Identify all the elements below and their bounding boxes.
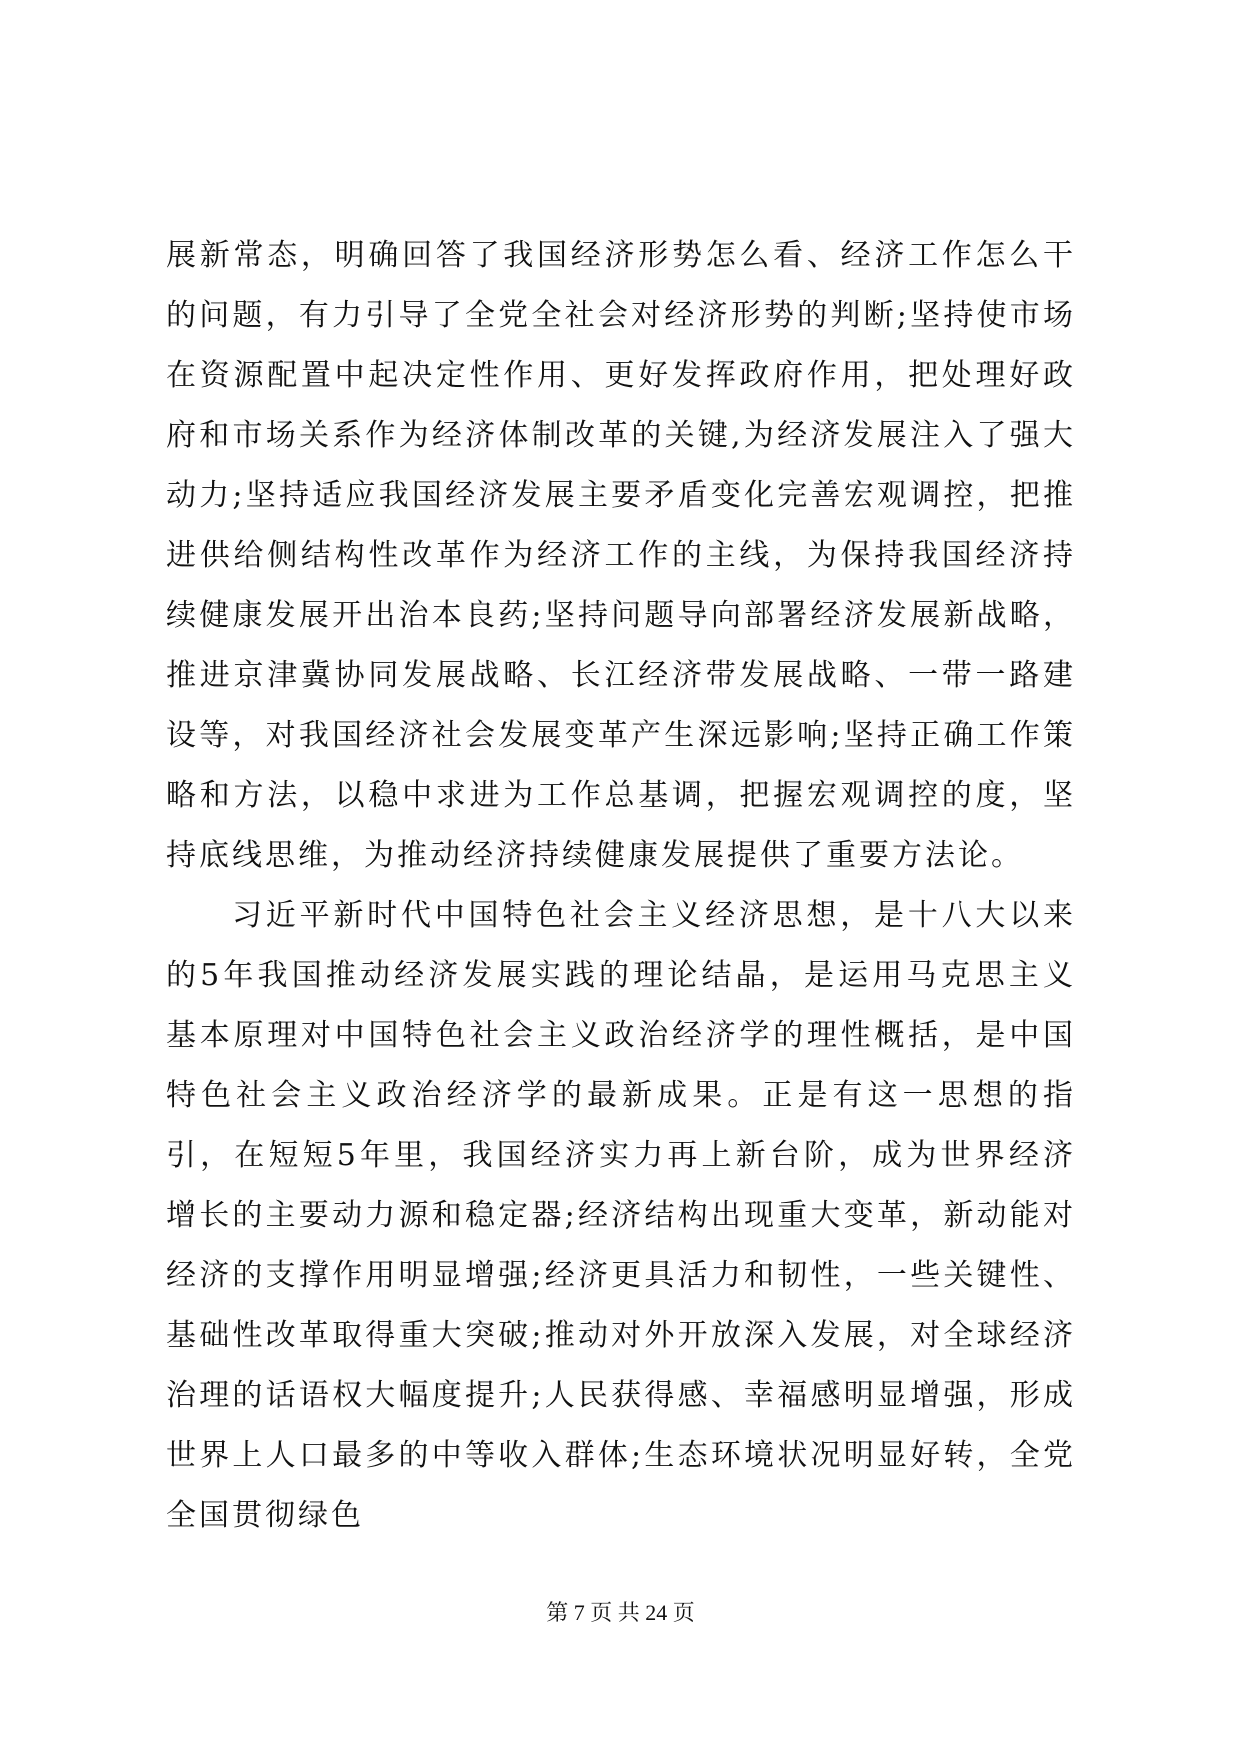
paragraph-2: 习近平新时代中国特色社会主义经济思想，是十八大以来的5年我国推动经济发展实践的理论结晶，是运用马克思主义基本原理对中国特色社会主义政治经济学的理性概括，是中国特色社会主义政治经济学的最新成果。正是有这一思想的指引，在短短5年里，我国经济实力再上新台阶，成为世界经济增长的主要动力源和稳定器;经济结构出现重大变革，新动能对经济的支撑作用明显增强;经济更具活力和韧性，一些关键性、基础性改革取得重大突破;推动对外开放深入发展，对全球经济治理的话语权大幅度提升;人民获得感、幸福感明显增强，形成世界上人口最多的中等收入群体;生态环境状况明显好转，全党全国贯彻绿色 bbox=[166, 898, 1076, 1533]
paragraph-1: 展新常态，明确回答了我国经济形势怎么看、经济工作怎么干的问题，有力引导了全党全社会对经济形势的判断;坚持使市场在资源配置中起决定性作用、更好发挥政府作用，把处理好政府和市场关系作为经济体制改革的关键,为经济发展注入了强大动力;坚持适应我国经济发展主要矛盾变化完善宏观调控，把推进供给侧结构性改革作为经济工作的主线，为保持我国经济持续健康发展开出治本良药;坚持问题导向部署经济发展新战略，推进京津冀协同发展战略、长江经济带发展战略、一带一路建设等，对我国经济社会发展变革产生深远影响;坚持正确工作策略和方法，以稳中求进为工作总基调，把握宏观调控的度，坚持底线思维，为推动经济持续健康发展提供了重要方法论。 bbox=[166, 238, 1076, 873]
page-number-footer: 第 7 页 共 24 页 bbox=[546, 1600, 695, 1625]
document-body bbox=[166, 226, 1076, 1546]
